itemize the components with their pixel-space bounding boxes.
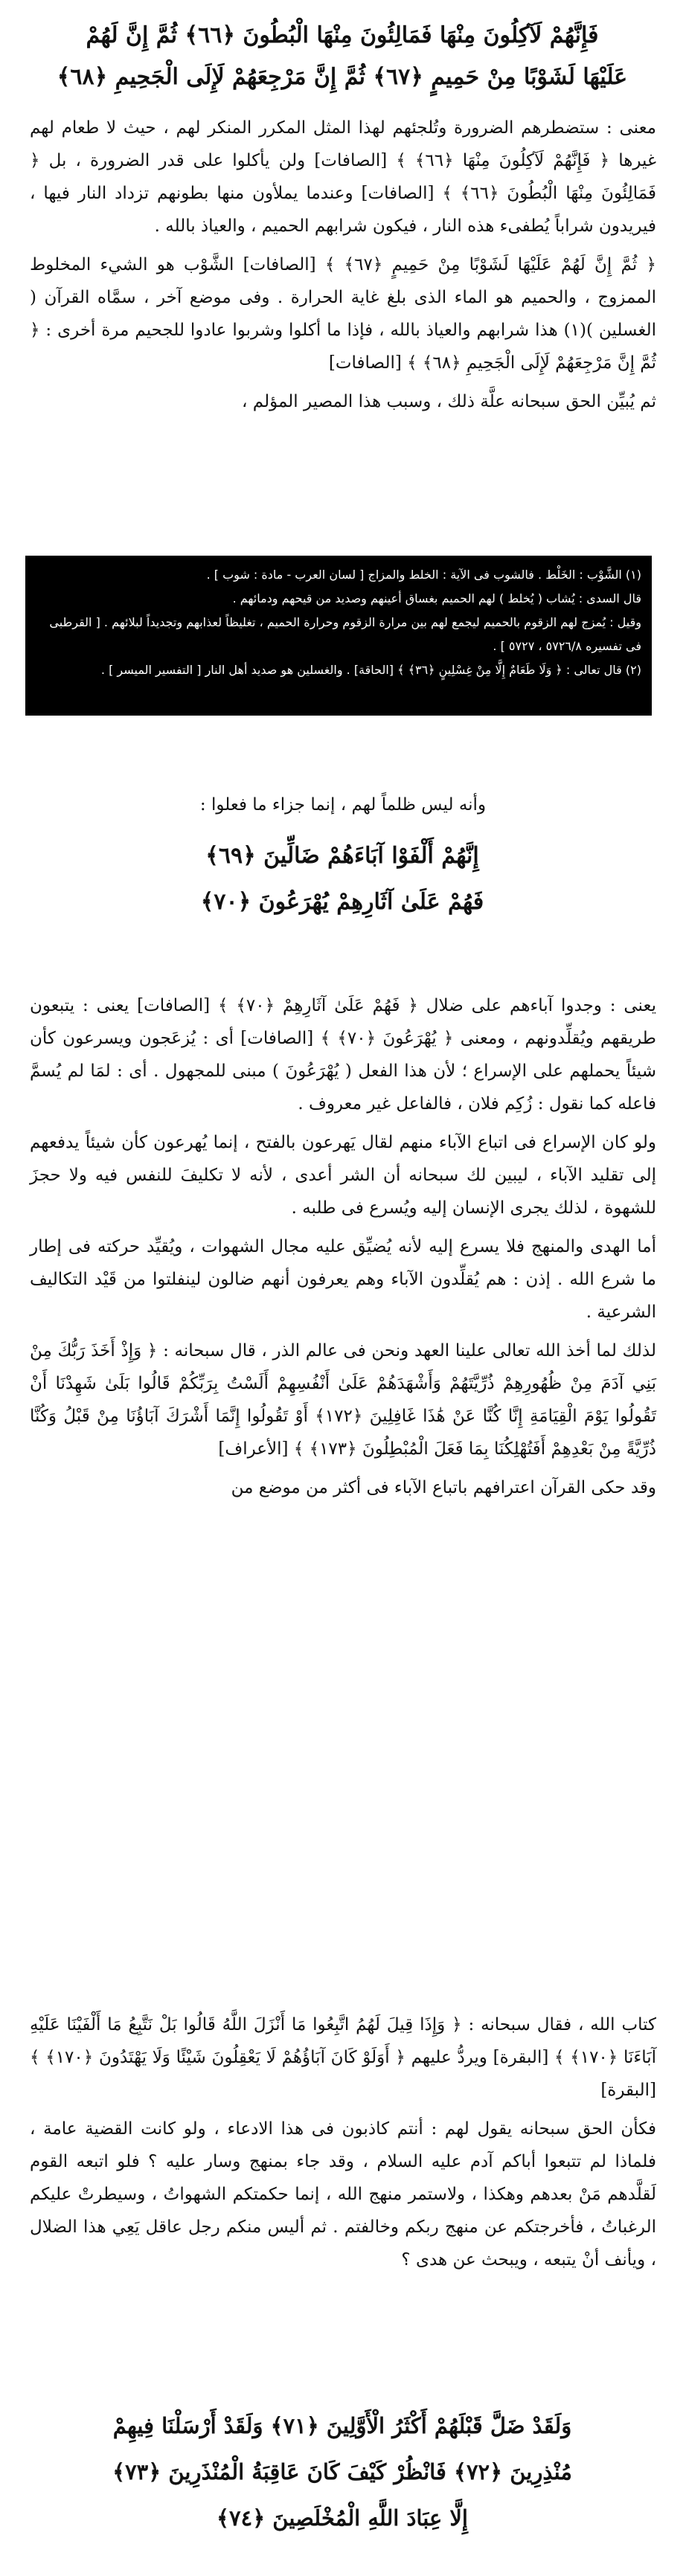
quran-verse-block-3 [45,2403,640,2541]
paragraph: ثم يُبيِّن الحق سبحانه علَّة ذلك ، وسبب هذا المصير المؤلم ، [242,392,656,411]
paragraph: لذلك لما أخذ الله تعالى علينا العهد ونحن فى عالم الذر ، قال سبحانه : ﴿ وَإِذْ أَخَذَ رَبُّكَ مِنْ بَنِي آدَمَ مِنْ ظُهُورِهِمْ ذُرِّيَّتَهُمْ وَأَشْهَدَهُمْ عَلَىٰ أَنْفُسِهِمْ أَلَسْتُ بِرَبِّكُمْ قَالُوا بَلَىٰ شَهِدْنَا أَنْ تَقُولُوا يَوْمَ الْقِيَامَةِ إِنَّا كُنَّا عَنْ هَٰذَا غَافِلِينَ ﴿١٧٢﴾ أَوْ تَقُولُوا إِنَّمَا أَشْرَكَ آبَاؤُنَا مِنْ قَبْلُ وَكُنَّا ذُرِّيَّةً مِنْ بَعْدِهِمْ أَفَتُهْلِكُنَا بِمَا فَعَلَ الْمُبْطِلُونَ ﴿١٧٣﴾ ﴾ [الأعراف] [30,1341,656,1459]
paragraph: ولو كان الإسراع فى اتباع الآباء منهم لقال يَهرعون بالفتح ، إنما يُهرعون كأن شيئاً يدفعهم إلى تقليد الآباء ، ليبين لك سبحانه أن الشر أعدى ، لأنه لا تكليفَ للنفس فيه ولا حجزَ للشهوة ، لذلك يجرى الإنسان إليه ويُسرع فى طلبه . [30,1133,656,1218]
paragraph: ﴿ ثُمَّ إِنَّ لَهُمْ عَلَيْهَا لَشَوْبًا مِنْ حَمِيمٍ ﴿٦٧﴾ ﴾ [الصافات] الشَّوْب هو الشيء المخلوط الممزوج ، والحميم هو الماء الذى بلغ غاية الحرارة . وفى موضع آخر ، سمَّاه القرآن ( الغسلين )(١) هذا شرابهم والعياذ بالله ، فإذا ما أكلوا وشربوا عادوا للجحيم مرة أخرى : ﴿ ثُمَّ إِنَّ مَرْجِعَهُمْ لَإِلَى الْجَحِيمِ ﴿٦٨﴾ ﴾ [الصافات] [30,255,656,373]
verse-line: مُنْذِرِينَ ﴿٧٢﴾ فَانْظُرْ كَيْفَ كَانَ عَاقِبَةُ الْمُنْذَرِينَ ﴿٧٣﴾ [112,2459,572,2485]
footnote-line: قال السدى : يُشاب ( يُخلط ) لهم الحميم بغساق أعينهم وصديد من قيحهم ودمائهم . [232,591,641,606]
verse-line: وَلَقَدْ ضَلَّ قَبْلَهُمْ أَكْثَرُ الْأَوَّلِينَ ﴿٧١﴾ وَلَقَدْ أَرْسَلْنَا فِيهِمْ [112,2413,572,2438]
verse-line: فَهُمْ عَلَىٰ آثَارِهِمْ يُهْرَعُونَ ﴿٧٠﴾ [200,889,484,915]
verse-line: إِلَّا عِبَادَ اللَّهِ الْمُخْلَصِينَ ﴿٧٤﴾ [217,2505,468,2531]
verse-line: إِنَّهُمْ أَلْفَوْا آبَاءَهُمْ ضَالِّينَ ﴿٦٩﴾ [205,843,479,869]
footnote-line: (٢) قال تعالى : ﴿ وَلَا طَعَامٌ إِلَّا مِنْ غِسْلِينٍ ﴿٣٦﴾ ﴾ [الحاقة] . والغسلين هو صديد أهل النار [ التفسير الميسر ] . [100,663,641,677]
paragraph: وأنه ليس ظلماً لهم ، إنما جزاء ما فعلوا : [199,795,487,815]
verse-line: فَإِنَّهُمْ لَآكِلُونَ مِنْهَا فَمَالِئُونَ مِنْهَا الْبُطُونَ ﴿٦٦﴾ ثُمَّ إِنَّ لَهُمْ [86,22,599,48]
quran-verse-block-2 [45,833,640,925]
paragraph: فكأن الحق سبحانه يقول لهم : أنتم كاذبون فى هذا الادعاء ، ولو كانت القضية عامة ، فلماذا لم تتبعوا أباكم آدم عليه السلام ، وقد جاء بمنهج وسار عليه ؟ فلو اتبعه القوم لَقلَّدهم مَنْ بعدهم وهكذا ، ولاستمر منهج الله ، إنما حكمتكم الشهواتُ ، وسيطرتْ عليكم الرغباتُ ، فأخرجتكم عن منهج ربكم وخالفتم . ثم أليس منكم رجل عاقل يَعِي هذا الضلال ، ويأنف أنْ يتبعه ، ويبحث عن هدى ؟ [30,2119,656,2270]
footnote-line: (١) الشَّوْب : الخَلْط . فالشوب فى الآية : الخلط والمزاج [ لسان العرب - مادة : شوب ] . [206,568,641,582]
paragraph: أما الهدى والمنهج فلا يسرع إليه لأنه يُضيِّق عليه مجال الشهوات ، ويُقيِّد حركته فى إطار ما شرع الله . إذن : هم يُقلِّدون الآباء وهم يعرفون أنهم ضالون لينفلتوا من قَيْد التكاليف الشرعية . [30,1237,656,1322]
quran-verse-block-1 [45,15,640,98]
paragraph: وقد حكى القرآن اعترافهم باتباع الآباء فى أكثر من موضع من [231,1478,656,1497]
commentary-section-1 [30,112,656,424]
commentary-section-2 [30,788,656,827]
footnote-line: وقيل : يُمزج لهم الزقوم بالحميم ليجمع لهم بين مرارة الزقوم وحرارة الحميم ، تغليظاً لعذابهم وتجديداً لبلائهم . [ القرطبى فى تفسيره ٥٧٢٦/٨ ، ٥٧٢٧ ] . [49,615,641,653]
commentary-section-4 [30,2008,656,2282]
footnotes-box [25,556,652,716]
paragraph: يعنى : وجدوا آباءهم على ضلال ﴿ فَهُمْ عَلَىٰ آثَارِهِمْ ﴿٧٠﴾ ﴾ [الصافات] يعنى : يتبعون طريقهم ويُقلِّدونهم ، ومعنى ﴿ يُهْرَعُونَ ﴿٧٠﴾ ﴾ [الصافات] أى : يُزعَجون ويسرعون كأن شيئاً يحملهم على الإسراع ؛ لأن هذا الفعل ( يُهْرَعُونَ ) مبنى للمجهول . أى : لمَا لم يُسمَّ فاعله كما نقول : زُكِم فلان ، فالفاعل غير معروف . [30,996,656,1114]
paragraph: كتاب الله ، فقال سبحانه : ﴿ وَإِذَا قِيلَ لَهُمُ اتَّبِعُوا مَا أَنْزَلَ اللَّهُ قَالُوا بَلْ نَتَّبِعُ مَا أَلْفَيْنَا عَلَيْهِ آبَاءَنَا ﴿١٧٠﴾ ﴾ [البقرة] ويردُّ عليهم ﴿ أَوَلَوْ كَانَ آبَاؤُهُمْ لَا يَعْقِلُونَ شَيْئًا وَلَا يَهْتَدُونَ ﴿١٧٠﴾ ﴾ [البقرة] [30,2015,657,2100]
verse-line: عَلَيْهَا لَشَوْبًا مِنْ حَمِيمٍ ﴿٦٧﴾ ثُمَّ إِنَّ مَرْجِعَهُمْ لَإِلَى الْجَحِيمِ ﴿٦٨﴾ [57,64,628,90]
commentary-section-3 [30,989,656,1510]
paragraph: معنى : ستضطرهم الضرورة وتُلجئهم لهذا المثل المكرر المنكر لهم ، حيث لا طعام لهم غيرها ﴿ فَإِنَّهُمْ لَآكِلُونَ مِنْهَا ﴿٦٦﴾ ﴾ [الصافات] ولن يأكلوا على قدر الضرورة ، بل ﴿ فَمَالِئُونَ مِنْهَا الْبُطُونَ ﴿٦٦﴾ ﴾ [الصافات] وعندما يملأون منها بطونهم تزداد النار فيها ، فيريدون شراباً يُطفىء هذه النار ، فيكون شرابهم الحميم ، والعياذ بالله . [30,118,657,236]
